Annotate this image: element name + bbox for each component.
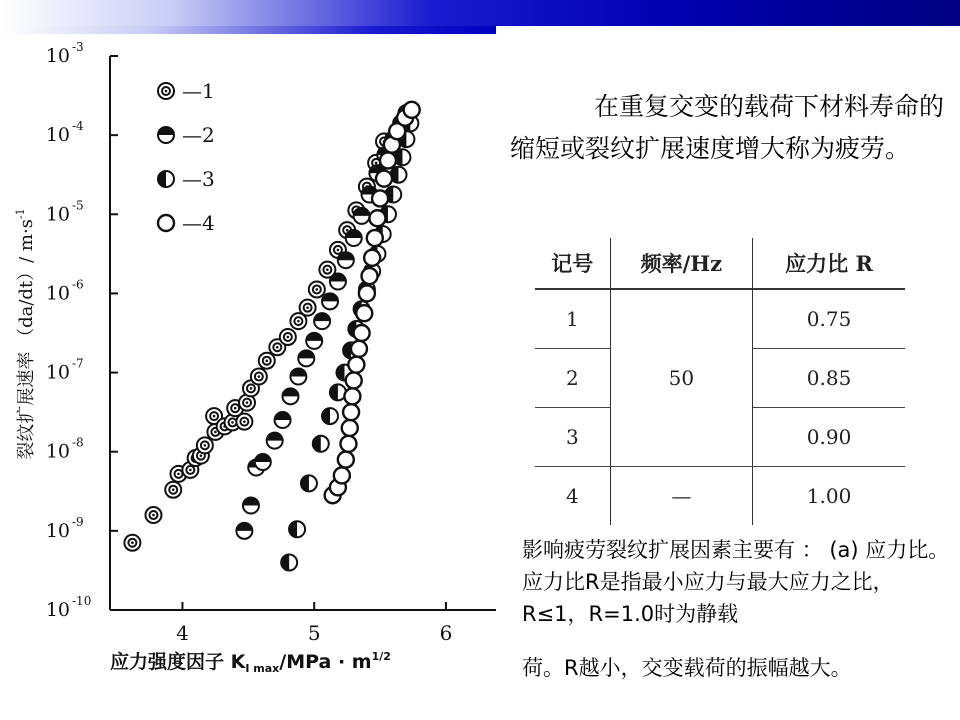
table-header-stress-ratio: 应力比 R [753,238,905,289]
table-cell-mark: 1 [535,289,610,349]
legend-label: —4 [182,211,215,235]
data-point [289,521,305,537]
data-point [306,333,322,349]
data-point [301,475,317,491]
data-point [354,325,370,341]
data-point [372,190,388,206]
table-cell-ratio: 0.85 [753,349,905,408]
table-cell-mark: 4 [535,467,610,526]
data-point [404,102,420,118]
data-point [313,436,329,452]
data-point [369,210,385,226]
x-tick-label: 6 [439,621,453,645]
table-header-mark: 记号 [535,238,610,289]
data-point [298,350,314,366]
data-point [124,535,140,551]
data-point [330,274,346,290]
notes-block [522,534,958,684]
data-point [343,404,359,420]
data-point [356,305,372,321]
data-point [255,454,271,470]
table-header-row [535,238,905,289]
data-point [282,388,298,404]
table-cell-ratio: 0.75 [753,289,905,349]
y-tick-label-exponent: -10 [72,594,92,608]
data-point [342,420,358,436]
notes-paragraph-1: 影响疲劳裂纹扩展因素主要有 ： (a) 应力比。应力比R是指最小应力与最大应力之比，R≤1，R=1.0时为静载 [522,538,950,626]
y-tick-label-exponent: -4 [72,119,84,134]
data-point [338,252,354,268]
data-point [309,281,325,297]
y-axis-label: 裂纹扩展速率 （da/dt）/ $m\cdot s^{-1}$ [14,208,37,460]
y-tick-label-base: 10 [45,361,70,384]
y-tick-label-exponent: -9 [72,514,84,529]
data-point [267,433,283,449]
stress-ratio-table [535,238,905,525]
y-tick-label-base: 10 [45,599,70,621]
data-point [259,353,275,369]
data-point [359,285,375,301]
table-header-frequency: 频率/Hz [610,238,753,289]
title-bar-notch [496,26,960,34]
crack-growth-chart [0,34,500,674]
y-tick-label-base: 10 [45,203,70,226]
data-point [338,452,354,468]
data-point [344,388,360,404]
data-point [364,250,380,266]
data-point [251,369,267,385]
legend-marker [158,171,174,187]
table-cell-ratio: 0.90 [753,408,905,467]
data-point [346,372,362,388]
data-point [281,555,297,571]
y-tick-label-base: 10 [45,282,70,305]
title-bar-edge [0,26,496,34]
table-cell-ratio: 1.00 [806,484,852,508]
legend-marker [158,127,174,143]
data-point [322,408,338,424]
data-point [346,230,362,246]
notes-paragraph-2: 荷。R越小，交变载荷的振幅越大。 [522,656,852,680]
data-point [197,437,213,453]
y-tick-label-exponent: -8 [72,435,84,450]
y-tick-label-base: 10 [45,124,70,147]
legend-label: —3 [182,167,215,191]
data-point [380,152,396,168]
data-point [300,300,316,316]
data-point [236,523,252,539]
y-tick-label-base: 10 [45,45,70,67]
table-cell-frequency: — [610,467,753,526]
y-tick-label-exponent: -3 [72,40,84,54]
table-row [535,467,905,526]
data-point [314,313,330,329]
data-point [351,341,367,357]
data-point [334,467,350,483]
data-point [236,414,252,430]
data-point [340,436,356,452]
y-tick-label-base: 10 [45,440,70,463]
intro-text-block [510,86,950,170]
x-axis-label: 应力强度因子 $K_{I max}$/MPa · $m^{1/2}$ [110,650,391,674]
data-point [322,293,338,309]
x-tick-label: 4 [176,621,189,645]
data-point [367,230,383,246]
data-point [243,498,259,514]
data-point [376,171,392,187]
y-tick-label-exponent: -5 [72,198,84,213]
data-point [362,268,378,284]
intro-paragraph: 在重复交变的载荷下材料寿命的缩短或裂纹扩展速度增大称为疲劳。 [510,92,945,163]
legend-label: —1 [182,79,215,103]
data-point [280,329,296,345]
y-tick-label-base: 10 [45,519,70,542]
data-point [348,357,364,373]
table-cell-mark: 3 [535,408,610,467]
y-tick-label-exponent: -6 [72,277,84,292]
legend-marker [158,215,174,231]
table-row [535,289,905,349]
x-tick-label: 5 [307,621,321,645]
table-cell-frequency: 50 [610,289,753,467]
title-bar [0,0,960,26]
legend-label: —2 [182,123,215,147]
data-point [165,482,181,498]
data-point [290,369,306,385]
data-point [354,208,370,224]
data-point [275,412,291,428]
legend-marker [158,83,174,99]
y-tick-label-exponent: -7 [72,356,84,371]
data-point [145,507,161,523]
table-cell-mark: 2 [535,349,610,408]
